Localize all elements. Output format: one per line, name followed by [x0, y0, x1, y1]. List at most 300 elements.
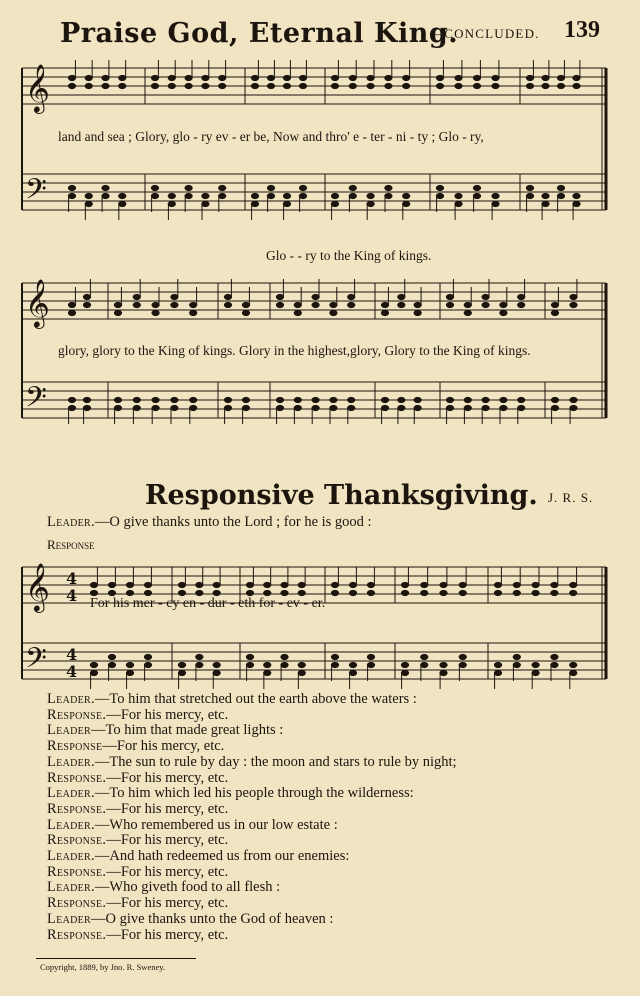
- note-head: [518, 294, 525, 299]
- note-head: [542, 201, 549, 206]
- note-head: [367, 662, 374, 667]
- note-head: [421, 662, 428, 667]
- note-head: [242, 310, 249, 315]
- note-head: [492, 193, 499, 198]
- note-head: [421, 590, 428, 595]
- note-head: [500, 405, 507, 410]
- note-head: [312, 294, 319, 299]
- note-head: [526, 193, 533, 198]
- note-head: [242, 405, 249, 410]
- note-head: [331, 75, 338, 80]
- note-head: [421, 654, 428, 659]
- note-head: [90, 582, 97, 587]
- note-head: [570, 590, 577, 595]
- note-head: [532, 662, 539, 667]
- note-head: [213, 670, 220, 675]
- note-head: [133, 302, 140, 307]
- note-head: [190, 310, 197, 315]
- note-head: [557, 185, 564, 190]
- note-head: [459, 590, 466, 595]
- note-head: [119, 83, 126, 88]
- reading-line: [47, 722, 283, 739]
- note-head: [68, 405, 75, 410]
- note-head: [436, 75, 443, 80]
- note-head: [482, 405, 489, 410]
- note-head: [532, 582, 539, 587]
- note-head: [108, 662, 115, 667]
- note-head: [90, 662, 97, 667]
- note-head: [219, 185, 226, 190]
- note-head: [464, 302, 471, 307]
- note-head: [381, 397, 388, 402]
- note-head: [119, 201, 126, 206]
- note-head: [436, 185, 443, 190]
- note-head: [573, 75, 580, 80]
- note-head: [133, 294, 140, 299]
- note-head: [367, 582, 374, 587]
- note-head: [83, 302, 90, 307]
- reading-line: [47, 707, 228, 724]
- note-head: [68, 310, 75, 315]
- note-head: [283, 83, 290, 88]
- note-head: [152, 310, 159, 315]
- note-head: [385, 193, 392, 198]
- note-head: [331, 654, 338, 659]
- note-head: [283, 201, 290, 206]
- note-head: [281, 590, 288, 595]
- note-head: [513, 590, 520, 595]
- note-head: [114, 310, 121, 315]
- note-head: [349, 185, 356, 190]
- note-head: [557, 83, 564, 88]
- reading-label: Leader.: [47, 785, 95, 802]
- note-head: [532, 590, 539, 595]
- note-head: [108, 582, 115, 587]
- note-head: [178, 582, 185, 587]
- reading-line: [47, 832, 228, 849]
- note-head: [196, 582, 203, 587]
- note-head: [440, 662, 447, 667]
- note-head: [542, 193, 549, 198]
- note-head: [246, 582, 253, 587]
- reading-label: Leader.: [47, 753, 95, 770]
- note-head: [213, 582, 220, 587]
- note-head: [178, 670, 185, 675]
- note-head: [251, 75, 258, 80]
- note-head: [85, 193, 92, 198]
- note-head: [367, 83, 374, 88]
- note-head: [348, 397, 355, 402]
- note-head: [492, 201, 499, 206]
- note-head: [398, 405, 405, 410]
- note-head: [570, 302, 577, 307]
- note-head: [464, 397, 471, 402]
- note-head: [403, 75, 410, 80]
- note-head: [331, 193, 338, 198]
- note-head: [385, 185, 392, 190]
- note-head: [312, 397, 319, 402]
- note-head: [570, 294, 577, 299]
- note-head: [281, 662, 288, 667]
- note-head: [573, 83, 580, 88]
- note-head: [542, 83, 549, 88]
- note-head: [532, 670, 539, 675]
- note-head: [440, 582, 447, 587]
- response-lyrics: For his mer - cy en - dur - eth for - ev - er.: [90, 596, 326, 611]
- note-head: [276, 294, 283, 299]
- note-head: [264, 590, 271, 595]
- note-head: [500, 397, 507, 402]
- note-head: [331, 201, 338, 206]
- note-head: [551, 405, 558, 410]
- note-head: [68, 185, 75, 190]
- note-head: [68, 75, 75, 80]
- reading-label: Leader: [47, 910, 91, 927]
- page-number: 139: [564, 17, 600, 43]
- reading-line: [47, 927, 228, 944]
- note-head: [526, 185, 533, 190]
- reading-text: —For his mercy, etc.: [106, 706, 229, 723]
- note-head: [573, 201, 580, 206]
- note-head: [242, 397, 249, 402]
- note-head: [312, 405, 319, 410]
- note-head: [385, 75, 392, 80]
- reading-text: —For his mercy, etc.: [106, 895, 229, 912]
- note-head: [213, 590, 220, 595]
- note-head: [68, 83, 75, 88]
- section-title: Responsive Thanksgiving.: [145, 480, 538, 511]
- note-head: [299, 83, 306, 88]
- note-head: [492, 75, 499, 80]
- note-head: [367, 193, 374, 198]
- note-head: [85, 83, 92, 88]
- note-head: [196, 662, 203, 667]
- note-head: [213, 662, 220, 667]
- note-head: [381, 310, 388, 315]
- reading-text: —And hath redeemed us from our enemies:: [94, 848, 350, 864]
- note-head: [102, 75, 109, 80]
- note-head: [436, 193, 443, 198]
- note-head: [246, 662, 253, 667]
- bass-clef: 𝄢: [25, 173, 47, 213]
- note-head: [455, 193, 462, 198]
- reading-line: [47, 754, 457, 771]
- note-head: [570, 397, 577, 402]
- reading-text: —For his mercy, etc.: [106, 832, 229, 849]
- note-head: [185, 75, 192, 80]
- note-head: [246, 590, 253, 595]
- note-head: [414, 397, 421, 402]
- reading-line: [47, 770, 228, 787]
- note-head: [185, 185, 192, 190]
- response-label: Response: [47, 537, 95, 552]
- note-head: [168, 83, 175, 88]
- note-head: [381, 302, 388, 307]
- note-head: [168, 75, 175, 80]
- note-head: [570, 670, 577, 675]
- note-head: [330, 405, 337, 410]
- intro-text: —O give thanks unto the Lord ; for he is good :: [94, 514, 372, 530]
- reading-label: Response.: [47, 706, 107, 723]
- note-head: [126, 670, 133, 675]
- concluded-label: —CONCLUDED.: [430, 26, 540, 41]
- reading-text: —To him that made great lights :: [91, 722, 284, 739]
- footer-rule: [36, 958, 196, 959]
- note-head: [348, 302, 355, 307]
- time-signature-bottom: 4: [66, 586, 78, 605]
- note-head: [446, 397, 453, 402]
- note-head: [492, 83, 499, 88]
- reading-line: [47, 879, 280, 896]
- note-head: [202, 83, 209, 88]
- note-head: [151, 83, 158, 88]
- reading-label: Response.: [47, 800, 107, 817]
- reading-line: [47, 864, 228, 881]
- note-head: [251, 201, 258, 206]
- note-head: [557, 193, 564, 198]
- note-head: [68, 193, 75, 198]
- note-head: [171, 302, 178, 307]
- note-head: [171, 397, 178, 402]
- note-head: [348, 294, 355, 299]
- note-head: [551, 662, 558, 667]
- note-head: [294, 405, 301, 410]
- note-head: [114, 405, 121, 410]
- note-head: [482, 302, 489, 307]
- note-head: [114, 302, 121, 307]
- note-head: [455, 201, 462, 206]
- note-head: [459, 582, 466, 587]
- note-head: [398, 397, 405, 402]
- note-head: [482, 397, 489, 402]
- note-head: [178, 590, 185, 595]
- note-head: [473, 75, 480, 80]
- note-head: [349, 75, 356, 80]
- note-head: [152, 405, 159, 410]
- reading-text: —The sun to rule by day : the moon and stars to rule by night;: [94, 753, 457, 770]
- note-head: [133, 405, 140, 410]
- note-head: [219, 193, 226, 198]
- reading-text: —For his mercy, etc.: [102, 738, 225, 755]
- note-head: [349, 582, 356, 587]
- note-head: [551, 397, 558, 402]
- note-head: [83, 294, 90, 299]
- note-head: [168, 201, 175, 206]
- reading-text: —O give thanks unto the God of heaven :: [91, 910, 334, 927]
- note-head: [349, 193, 356, 198]
- note-head: [224, 294, 231, 299]
- note-head: [421, 582, 428, 587]
- note-head: [330, 397, 337, 402]
- note-head: [557, 75, 564, 80]
- reading-line: [47, 691, 417, 708]
- note-head: [264, 670, 271, 675]
- note-head: [414, 405, 421, 410]
- note-head: [349, 590, 356, 595]
- note-head: [446, 294, 453, 299]
- note-head: [224, 405, 231, 410]
- note-head: [102, 185, 109, 190]
- note-head: [385, 83, 392, 88]
- note-head: [251, 83, 258, 88]
- note-head: [401, 670, 408, 675]
- note-head: [171, 405, 178, 410]
- note-head: [330, 310, 337, 315]
- note-head: [330, 302, 337, 307]
- note-head: [68, 397, 75, 402]
- reading-text: —For his mercy, etc.: [106, 863, 229, 880]
- note-head: [144, 590, 151, 595]
- note-head: [151, 75, 158, 80]
- note-head: [464, 405, 471, 410]
- reading-text: —For his mercy, etc.: [106, 926, 229, 943]
- lyrics-line-3: glory, glory to the King of kings. Glory in the highest,glory, Glory to the King of kings.: [58, 343, 531, 358]
- note-head: [151, 185, 158, 190]
- note-head: [494, 582, 501, 587]
- note-head: [281, 582, 288, 587]
- reading-line: [47, 801, 228, 818]
- note-head: [224, 302, 231, 307]
- note-head: [190, 302, 197, 307]
- note-head: [473, 185, 480, 190]
- note-head: [298, 582, 305, 587]
- reading-text: —Who giveth food to all flesh :: [94, 879, 281, 896]
- note-head: [551, 302, 558, 307]
- note-head: [299, 185, 306, 190]
- reading-label: Response.: [47, 832, 107, 849]
- note-head: [573, 193, 580, 198]
- note-head: [401, 590, 408, 595]
- reading-label: Leader.: [47, 879, 95, 896]
- note-head: [459, 654, 466, 659]
- note-head: [518, 405, 525, 410]
- note-head: [281, 654, 288, 659]
- note-head: [367, 75, 374, 80]
- note-head: [102, 193, 109, 198]
- note-head: [178, 662, 185, 667]
- time-signature-top: 4: [66, 569, 78, 588]
- note-head: [513, 662, 520, 667]
- note-head: [401, 662, 408, 667]
- note-head: [202, 193, 209, 198]
- note-head: [85, 75, 92, 80]
- treble-clef: 𝄞: [25, 278, 50, 327]
- note-head: [102, 83, 109, 88]
- note-head: [570, 582, 577, 587]
- note-head: [267, 75, 274, 80]
- reading-label: Response.: [47, 926, 107, 943]
- note-head: [108, 654, 115, 659]
- reading-label: Leader.: [47, 816, 95, 833]
- note-head: [298, 590, 305, 595]
- note-head: [403, 201, 410, 206]
- note-head: [494, 662, 501, 667]
- note-head: [119, 75, 126, 80]
- reading-label: Leader: [47, 722, 91, 739]
- note-head: [85, 201, 92, 206]
- note-head: [459, 662, 466, 667]
- note-head: [570, 662, 577, 667]
- note-head: [414, 310, 421, 315]
- note-head: [331, 83, 338, 88]
- note-head: [500, 310, 507, 315]
- note-head: [185, 83, 192, 88]
- note-head: [171, 294, 178, 299]
- note-head: [551, 310, 558, 315]
- note-head: [90, 590, 97, 595]
- note-head: [83, 405, 90, 410]
- time-signature-bottom: 4: [66, 662, 78, 681]
- treble-clef: 𝄞: [25, 562, 50, 611]
- reading-label: Response.: [47, 769, 107, 786]
- note-head: [298, 670, 305, 675]
- reading-label: Leader.: [47, 691, 95, 707]
- note-head: [152, 302, 159, 307]
- note-head: [446, 405, 453, 410]
- note-head: [264, 662, 271, 667]
- note-head: [251, 193, 258, 198]
- note-head: [403, 193, 410, 198]
- lyrics-line-1: land and sea ; Glory, glo - ry ev - er be, Now and thro' e - ter - ni - ty ; Glo - ry,: [58, 129, 484, 144]
- note-head: [133, 397, 140, 402]
- note-head: [349, 662, 356, 667]
- note-head: [440, 670, 447, 675]
- hymn-title: Praise God, Eternal King.: [60, 18, 459, 49]
- note-head: [126, 662, 133, 667]
- treble-clef: 𝄞: [25, 63, 50, 112]
- reading-text: —Who remembered us in our low estate :: [94, 816, 338, 833]
- copyright: Copyright, 1889, by Jno. R. Sweney.: [40, 962, 166, 972]
- note-head: [294, 397, 301, 402]
- bass-clef: 𝄢: [25, 381, 47, 421]
- note-head: [312, 302, 319, 307]
- note-head: [513, 582, 520, 587]
- note-head: [518, 302, 525, 307]
- lyrics-line-2: Glo - - ry to the King of kings.: [266, 248, 432, 263]
- note-head: [264, 582, 271, 587]
- note-head: [398, 294, 405, 299]
- note-head: [551, 590, 558, 595]
- note-head: [414, 302, 421, 307]
- note-head: [513, 654, 520, 659]
- note-head: [224, 397, 231, 402]
- note-head: [219, 83, 226, 88]
- note-head: [126, 582, 133, 587]
- note-head: [398, 302, 405, 307]
- note-head: [349, 83, 356, 88]
- note-head: [267, 193, 274, 198]
- note-head: [190, 397, 197, 402]
- reading-text: —For his mercy, etc.: [106, 800, 229, 817]
- note-head: [436, 83, 443, 88]
- reading-line: [47, 785, 414, 802]
- note-head: [144, 582, 151, 587]
- note-head: [473, 193, 480, 198]
- note-head: [283, 193, 290, 198]
- note-head: [196, 654, 203, 659]
- reading-text: —To him that stretched out the earth above the waters :: [94, 691, 417, 707]
- note-head: [276, 397, 283, 402]
- note-head: [526, 83, 533, 88]
- note-head: [473, 83, 480, 88]
- note-head: [348, 405, 355, 410]
- note-head: [367, 201, 374, 206]
- note-head: [242, 302, 249, 307]
- reading-line: [47, 848, 349, 865]
- author-initials: J. R. S.: [548, 490, 594, 505]
- note-head: [403, 83, 410, 88]
- note-head: [144, 662, 151, 667]
